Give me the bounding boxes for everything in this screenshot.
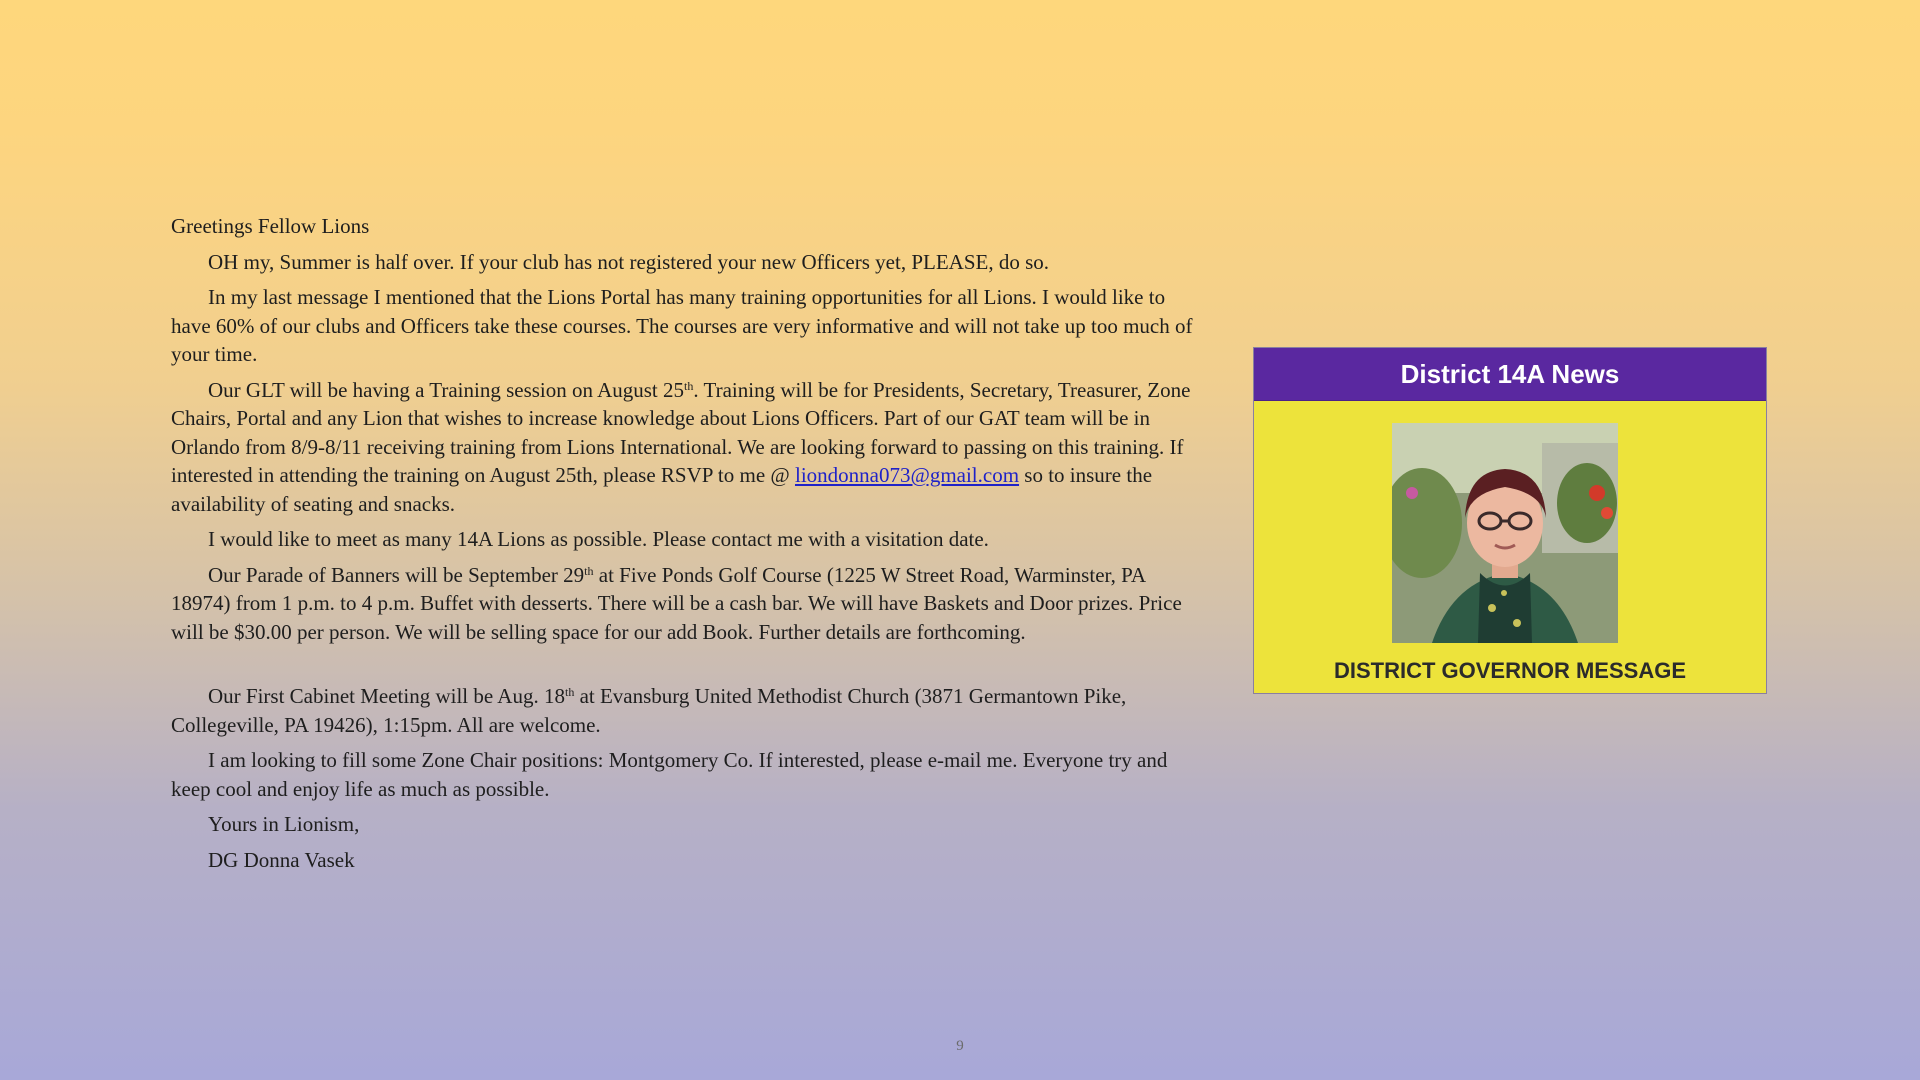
- ordinal-suffix: th: [584, 563, 594, 578]
- email-link[interactable]: liondonna073@gmail.com: [794, 463, 1020, 487]
- greeting: Greetings Fellow Lions: [171, 214, 370, 238]
- glt-text-2: . Training will be for Presidents, Secretary, Treasurer, Zone Chairs, Portal and any Lion that wishes to increase knowledge about Lions Officers. Part of our GAT team will be in Orlando from 8/9-8/11 receiving training from Lions International. We are looking forward to passing on this training. If interested in attending the training on August 25th, please RSVP to me @: [171, 377, 1191, 487]
- paragraph-summer: OH my, Summer is half over. If your club has not registered your new Officers yet, PLEASE, do so.: [208, 249, 1050, 274]
- glt-text-1: Our GLT will be having a Training session on August 25: [208, 377, 685, 402]
- parade-text-2: at Five Ponds Golf Course (1225 W Street Road, Warminster, PA 18974) from 1 p.m. to 4 p.m. Buffet with desserts. There will be a cash bar. We will have Baskets and Door prizes. Price will be $30.00 per person. We will be selling space for our add Book. Further details are forthcoming.: [171, 562, 1182, 644]
- cabinet-text-2: at Evansburg United Methodist Church (3871 Germantown Pike, Collegeville, PA 19426), 1:15pm. All are welcome.: [171, 684, 1127, 737]
- district-news-box: [1253, 347, 1767, 694]
- governor-photo: [1392, 423, 1618, 643]
- ordinal-suffix: th: [564, 685, 575, 699]
- parade-text-1: Our Parade of Banners will be September 29: [208, 562, 585, 587]
- paragraph-visitation: I would like to meet as many 14A Lions as possible. Please contact me with a visitation date.: [208, 527, 989, 551]
- glt-text-3: so to insure the availability of seating and snacks.: [171, 463, 1153, 516]
- signature: DG Donna Vasek: [208, 847, 355, 872]
- cabinet-text-1: Our First Cabinet Meeting will be Aug. 18: [208, 684, 565, 708]
- paragraph-glt-training: [171, 376, 1201, 519]
- news-box-title: District 14A News: [1254, 348, 1766, 401]
- ordinal-suffix: th: [684, 378, 694, 393]
- news-box-caption: DISTRICT GOVERNOR MESSAGE: [1333, 658, 1687, 683]
- paragraph-portal-training: In my last message I mentioned that the Lions Portal has many training opportunities for all Lions. I would like to have 60% of our clubs and Officers take these courses. The courses are very informative and will not take up too much of your time.: [171, 285, 1193, 366]
- paragraph-cabinet-meeting: [171, 682, 1201, 739]
- letter-body: [171, 212, 1201, 881]
- paragraph-zone-chair: I am looking to fill some Zone Chair positions: Montgomery Co. If interested, please e-mail me. Everyone try and keep cool and enjoy life as much as possible.: [171, 748, 1168, 801]
- closing: Yours in Lionism,: [208, 812, 360, 836]
- paragraph-parade-of-banners: [171, 561, 1201, 647]
- page-number: 9: [956, 1038, 964, 1054]
